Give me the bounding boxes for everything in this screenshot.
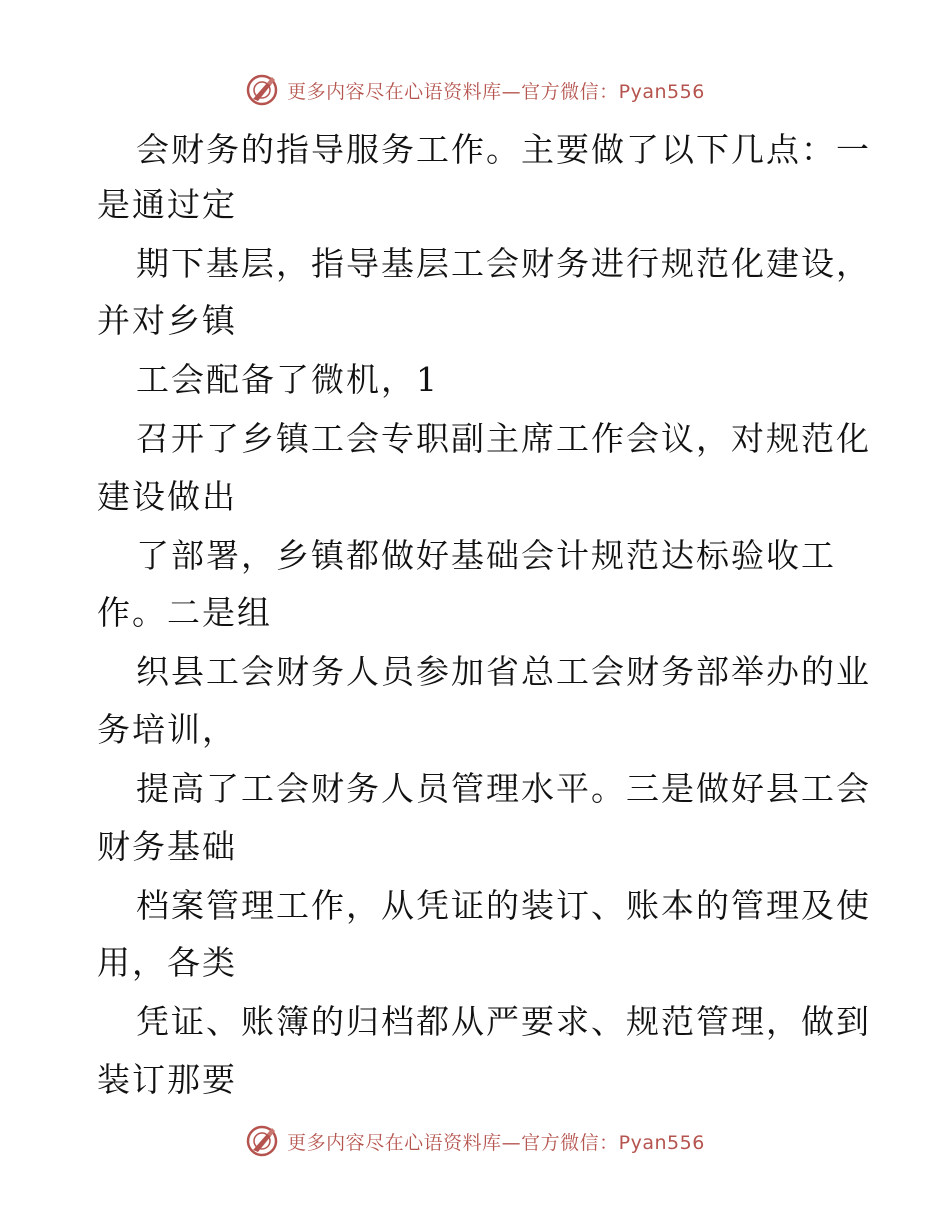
text-line: 是通过定 xyxy=(97,185,237,224)
pen-circle-icon xyxy=(245,1124,279,1158)
text-line: 建设做出 xyxy=(97,477,237,516)
text-line: 期下基层，指导基层工会财务进行规范化建设， xyxy=(136,244,871,283)
text-line: 了部署，乡镇都做好基础会计规范达标验收工 xyxy=(136,536,836,575)
footer-banner xyxy=(0,1121,950,1161)
banner-text: 更多内容尽在心语资料库—官方微信：Pyan556 xyxy=(287,1131,705,1154)
text-line: 作。二是组 xyxy=(97,593,272,632)
text-line: 务培训， xyxy=(97,710,237,749)
text-line: 财务基础 xyxy=(97,827,237,866)
text-line: 提高了工会财务人员管理水平。三是做好县工会 xyxy=(136,769,871,808)
text-line: 织县工会财务人员参加省总工会财务部举办的业 xyxy=(136,652,871,691)
pen-circle-icon xyxy=(245,73,279,107)
text-line: 工会配备了微机，1 xyxy=(136,360,439,399)
text-line: 凭证、账簿的归档都从严要求、规范管理，做到 xyxy=(136,1002,871,1041)
text-line: 召开了乡镇工会专职副主席工作会议，对规范化 xyxy=(136,419,871,458)
text-line: 会财务的指导服务工作。主要做了以下几点：一 xyxy=(136,130,871,169)
text-line: 并对乡镇 xyxy=(97,301,237,340)
text-line: 用，各类 xyxy=(97,943,237,982)
banner-text: 更多内容尽在心语资料库—官方微信：Pyan556 xyxy=(287,80,705,103)
text-line: 装订那要 xyxy=(97,1060,237,1099)
header-banner xyxy=(0,70,950,110)
text-line: 档案管理工作，从凭证的装订、账本的管理及使 xyxy=(136,886,871,925)
